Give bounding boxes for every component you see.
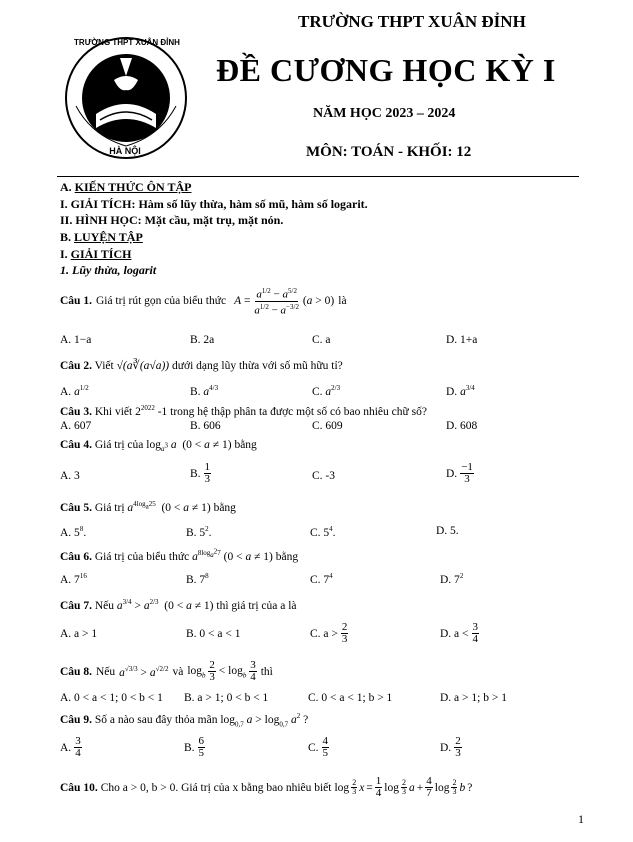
q9-expression: $\log_{0,7} a > \log_{0,7} a^2$ ? xyxy=(220,712,309,729)
question-2 xyxy=(60,358,343,372)
q4-label: Câu 4. xyxy=(60,439,92,451)
q8-mid: và xyxy=(172,665,184,678)
school-name: TRƯỜNG THPT XUÂN ĐỈNH xyxy=(298,12,526,31)
q3-option-b: B. 606 xyxy=(190,420,221,432)
q1-expression: A = $\frac{a^{1/2} - a^{5/2}}{a^{1/2} - a^{-3/2}}$ (a > 0) xyxy=(234,287,335,317)
q9-label: Câu 9. xyxy=(60,713,92,726)
subject-line: MÔN: TOÁN - KHỐI: 12 xyxy=(306,144,472,160)
q4-option-c: C. -3 xyxy=(312,470,335,482)
q5-option-c: C. $5^4$. xyxy=(310,525,336,539)
question-6 xyxy=(60,548,298,563)
q2-tail: dưới dạng lũy thừa với số mũ hữu tỉ? xyxy=(172,360,343,372)
q9-option-d: D. $\frac{2}{3}$ xyxy=(440,735,461,759)
q8-option-c: C. 0 < a < 1; b > 1 xyxy=(308,692,393,704)
q8-label: Câu 8. xyxy=(60,665,92,678)
logo-bottom-text: HÀ NỘI xyxy=(109,146,141,156)
section-b-title: LUYỆN TẬP xyxy=(74,230,143,244)
q8-expression-2: $\log_b$ $\frac{2}{3}$ < $\log_b$ $\frac{3}{4}$ xyxy=(187,659,256,683)
q9-option-a: A. $\frac{3}{4}$ xyxy=(60,735,81,759)
q1-tail: là xyxy=(338,295,347,308)
q5-option-d: D. 5. xyxy=(436,525,459,537)
question-5 xyxy=(60,500,236,514)
subsection-1: 1. Lũy thừa, logarit xyxy=(60,263,157,277)
hinh-hoc-topic: II. HÌNH HỌC: Mặt cầu, mặt trụ, mặt nón. xyxy=(60,213,284,227)
q9-option-b: B. $\frac{6}{5}$ xyxy=(184,735,205,759)
question-3 xyxy=(60,404,427,418)
q10-text: Cho a > 0, b > 0. Giá trị của x bằng bao nhiêu biết xyxy=(100,781,332,794)
q8-text: Nếu xyxy=(95,665,116,678)
q3-tail: -1 trong hệ thập phân ta được một số có bao nhiêu chữ số? xyxy=(154,405,427,418)
q7-options xyxy=(60,622,580,652)
q5-tail: bằng xyxy=(213,501,236,514)
q7-option-a: A. a > 1 xyxy=(60,628,98,640)
section-i-heading xyxy=(60,247,131,262)
q8-option-b: B. a > 1; 0 < b < 1 xyxy=(184,692,269,704)
section-a-prefix: A. xyxy=(60,180,75,194)
q9-option-c: C. $\frac{4}{5}$ xyxy=(308,735,329,759)
section-i-title: GIẢI TÍCH xyxy=(70,247,132,261)
q6-option-c: C. $7^4$ xyxy=(310,572,333,586)
q3-option-c: C. 609 xyxy=(312,420,343,432)
question-10 xyxy=(60,776,472,799)
q7-option-c: C. a > $\frac{2}{3}$ xyxy=(310,621,348,645)
q2-text: Viết xyxy=(91,360,114,372)
q4-text: Giá trị của xyxy=(91,439,144,451)
q2-expression: √(a∛(a√a)) xyxy=(116,360,170,372)
q2-label: Câu 2. xyxy=(60,360,92,372)
q8-option-a: A. 0 < a < 1; 0 < b < 1 xyxy=(60,692,163,704)
q4-option-b: B. $\frac{1}{3}$ xyxy=(190,461,211,485)
q4-option-a: A. 3 xyxy=(60,470,80,482)
q7-expression: $a^{3/4} > a^{2/3}$ (0 < a ≠ 1) xyxy=(116,598,214,612)
q10-expression: log $\frac{2}{3}$ x = $\frac{1}{4}$ log $\frac{2}{3}$ a + $\frac{4}{7}$ log $\frac{2}{3}$ b ? xyxy=(334,775,473,799)
logo-top-text: TRƯỜNG THPT XUÂN ĐỈNH xyxy=(74,38,180,47)
q6-expression: $a^{8log_{a^2}7}$ (0 < a ≠ 1) xyxy=(192,548,273,563)
q9-text: Số a nào sau đây thỏa mãn xyxy=(91,713,218,726)
q6-tail: bằng xyxy=(275,550,299,563)
q2-option-d: D. $a^{3/4}$ xyxy=(446,384,475,398)
question-7 xyxy=(60,598,297,612)
q8-option-d: D. a > 1; b > 1 xyxy=(440,692,507,704)
q10-label: Câu 10. xyxy=(60,781,98,794)
q2-option-a: A. $a^{1/2}$ xyxy=(60,384,89,398)
q4-options xyxy=(60,462,580,492)
q6-text: Giá trị của biểu thức xyxy=(91,550,190,563)
q1-option-d: D. 1+a xyxy=(446,334,478,346)
q7-option-b: B. 0 < a < 1 xyxy=(186,628,241,640)
q1-text: Giá trị rút gọn của biểu thức xyxy=(95,295,227,308)
question-9 xyxy=(60,712,308,728)
q6-label: Câu 6. xyxy=(60,550,92,563)
question-4 xyxy=(60,439,257,453)
q3-exponent: 2022 xyxy=(140,404,155,412)
q3-label: Câu 3. xyxy=(60,405,92,418)
q9-options xyxy=(60,736,580,766)
page-title: ĐỀ CƯƠNG HỌC KỲ I xyxy=(216,52,556,88)
q5-expression: $a^{4log_a25}$ (0 < a ≠ 1) xyxy=(127,500,211,514)
q6-option-a: A. $7^{16}$ xyxy=(60,572,87,586)
q7-option-d: D. a < $\frac{3}{4}$ xyxy=(440,621,479,645)
q2-option-c: C. $a^{2/3}$ xyxy=(312,384,341,398)
q1-option-a: A. 1−a xyxy=(60,334,92,346)
giai-tich-topic: I. GIẢI TÍCH: Hàm số lũy thừa, hàm số mũ, hàm số logarit. xyxy=(60,197,368,211)
section-i-prefix: I. xyxy=(60,247,71,261)
q6-option-d: D. $7^2$ xyxy=(440,572,464,586)
q8-expression-1: $a^{√3/3} > a^{√2/2}$ xyxy=(119,664,169,679)
section-a-heading xyxy=(60,180,191,195)
q1-option-b: B. 2a xyxy=(190,334,215,346)
q5-text: Giá trị xyxy=(91,501,125,514)
header-divider xyxy=(57,176,579,177)
q3-text: Khi viết 2 xyxy=(91,405,141,418)
q6-option-b: B. $7^8$ xyxy=(186,572,209,586)
question-8 xyxy=(60,660,273,683)
q2-option-b: B. $a^{4/3}$ xyxy=(190,384,219,398)
q4-tail: bằng xyxy=(234,439,257,451)
q7-label: Câu 7. xyxy=(60,599,92,612)
q5-option-a: A. $5^8$. xyxy=(60,525,87,539)
section-a-title: KIẾN THỨC ÔN TẬP xyxy=(74,180,192,194)
q1-label: Câu 1. xyxy=(60,295,92,308)
section-b-prefix: B. xyxy=(60,230,75,244)
q7-text: Nếu xyxy=(91,599,114,612)
q5-label: Câu 5. xyxy=(60,501,92,514)
q3-option-a: A. 607 xyxy=(60,420,92,432)
question-1 xyxy=(60,286,347,316)
school-year: NĂM HỌC 2023 – 2024 xyxy=(313,106,456,121)
q5-option-b: B. $5^2$. xyxy=(186,525,212,539)
section-b-heading xyxy=(60,230,143,245)
q4-option-d: D. $\frac{-1}{3}$ xyxy=(446,461,473,485)
school-logo-graphic xyxy=(62,36,190,162)
school-logo xyxy=(62,36,190,162)
q3-option-d: D. 608 xyxy=(446,420,478,432)
q4-expression: $\log_{a^3} a$ (0 < a ≠ 1) xyxy=(146,439,232,454)
q7-tail: thì giá trị của a là xyxy=(216,599,297,612)
q8-tail: thì xyxy=(260,665,273,678)
page-number: 1 xyxy=(578,812,584,826)
q1-option-c: C. a xyxy=(312,334,331,346)
